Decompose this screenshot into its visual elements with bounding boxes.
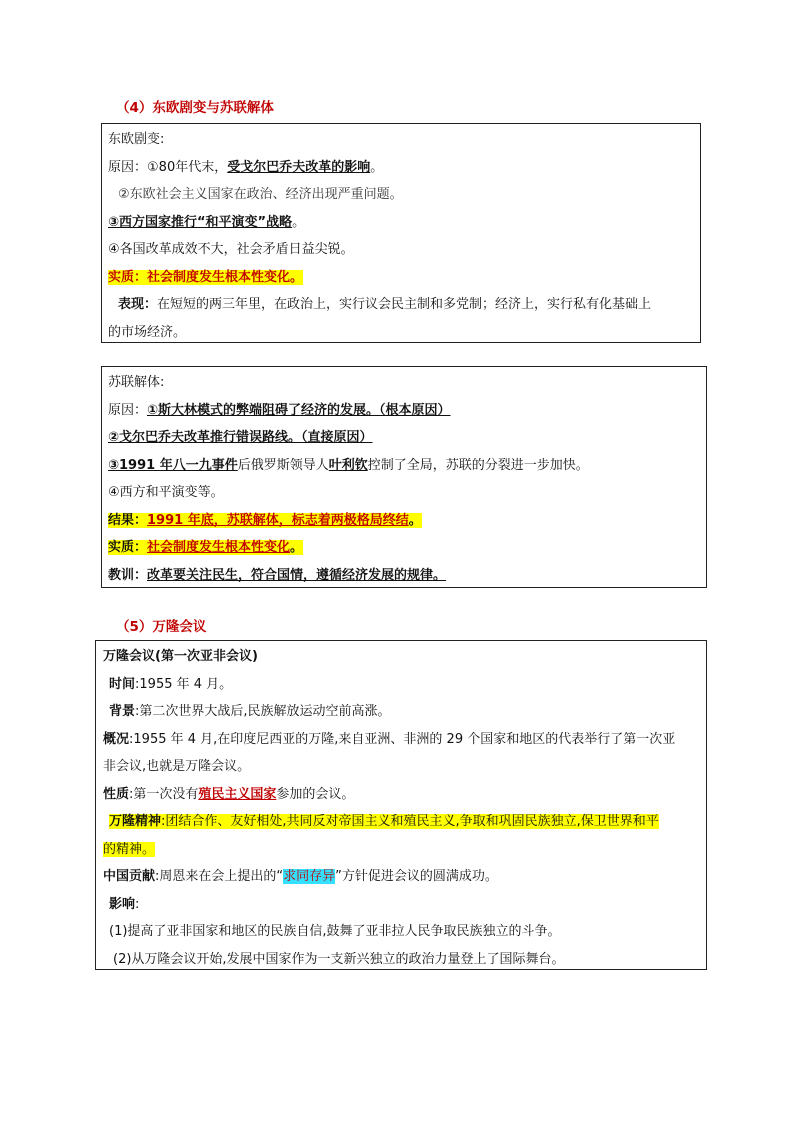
soviet-lesson-label: 教训：	[108, 567, 148, 583]
bandung-contribution	[103, 863, 700, 891]
soviet-essence-label: 实质：	[108, 540, 148, 555]
bandung-spirit-2	[103, 836, 700, 864]
soviet-result-end: 。	[408, 512, 422, 528]
soviet-essence	[108, 534, 700, 562]
soviet-cause-3-name: 叶利钦	[328, 457, 368, 473]
spirit-text-2: 的精神。	[103, 841, 156, 857]
bandung-box	[95, 640, 707, 970]
east-europe-box	[101, 123, 701, 343]
bandung-overview-1	[103, 726, 700, 754]
soviet-result-label: 结果：	[108, 512, 148, 528]
soviet-cause-1-text: ①斯大林模式的弊端阻碍了经济的发展。（根本原因）	[147, 402, 451, 418]
contrib-label: 中国贡献	[103, 869, 156, 884]
soviet-box	[101, 366, 707, 588]
nature-end: 参加的会议。	[276, 786, 355, 802]
soviet-result	[108, 507, 700, 535]
bandung-impact-2: (2)从万隆会议开始,发展中国家作为一支新兴独立的政治力量登上了国际舞台。	[113, 951, 565, 967]
nature-pre: :第一次没有	[129, 786, 199, 802]
soviet-title: 苏联解体:	[108, 375, 165, 390]
soviet-cause-3	[108, 452, 700, 480]
soviet-cause-label: 原因：	[108, 402, 148, 418]
impact-colon: :	[135, 896, 140, 912]
soviet-cause-4: ④西方和平演变等。	[108, 485, 224, 500]
bg-text: :第二次世界大战后,民族解放运动空前高涨。	[135, 704, 391, 719]
contrib-end: ”方针促进会议的圆满成功。	[335, 869, 498, 884]
east-cause-1-end: 。	[370, 159, 384, 175]
east-cause-3	[108, 209, 694, 237]
section-4-heading: （4）东欧剧变与苏联解体	[116, 100, 274, 116]
time-text: :1955 年 4 月。	[135, 676, 233, 692]
contrib-pre: :周恩来在会上提出的“	[155, 869, 284, 884]
bandung-overview-2: 非会议,也就是万隆会议。	[103, 759, 251, 774]
soviet-essence-text: 社会制度发生根本性变化	[147, 540, 291, 555]
soviet-cause-3-end: 控制了全局，苏联的分裂进一步加快。	[367, 457, 589, 473]
contrib-highlight: 求同存异	[283, 869, 336, 884]
impact-label: 影响	[109, 896, 136, 912]
bandung-background	[103, 698, 700, 726]
spirit-label: 万隆精神	[109, 814, 162, 829]
spirit-text-1: :团结合作、友好相处,共同反对帝国主义和殖民主义,争取和巩固民族独立,保卫世界和平	[161, 814, 659, 829]
soviet-lesson	[108, 562, 700, 590]
bandung-nature	[103, 781, 700, 809]
east-essence: 实质：社会制度发生根本性变化。	[108, 269, 304, 285]
east-cause-3-bold: ③西方国家推行“和平演变”战略	[108, 214, 293, 230]
soviet-lesson-text: 改革要关注民生，符合国情，遵循经济发展的规律。	[147, 567, 447, 583]
east-essence-line	[108, 264, 694, 292]
soviet-cause-2	[108, 424, 700, 452]
east-cause-1	[108, 154, 694, 182]
bandung-impact	[103, 891, 700, 919]
soviet-cause-1	[108, 397, 700, 425]
bandung-impact-1: (1)提高了亚非国家和地区的民族自信,鼓舞了亚非拉人民争取民族独立的斗争。	[109, 924, 561, 939]
east-cause-1-bold: 受戈尔巴乔夫改革的影响	[227, 159, 371, 175]
nature-red: 殖民主义国家	[198, 786, 277, 802]
nature-label: 性质	[103, 786, 130, 802]
east-manifest-2: 的市场经济。	[108, 324, 187, 340]
east-cause-2: ②东欧社会主义国家在政治、经济出现严重问题。	[118, 187, 403, 202]
east-cause-1-pre: ①80年代末，	[147, 159, 228, 175]
section-5-heading: （5）万隆会议	[116, 619, 207, 635]
soviet-cause-3-mid: 后俄罗斯领导人	[237, 457, 329, 473]
bg-label: 背景	[109, 704, 136, 719]
bandung-title: 万隆会议(第一次亚非会议)	[103, 649, 258, 664]
soviet-essence-end: 。	[290, 540, 304, 555]
bandung-time	[103, 671, 700, 699]
bandung-spirit-1	[103, 808, 700, 836]
soviet-cause-2-text: ②戈尔巴乔夫改革推行错误路线。（直接原因）	[108, 430, 373, 445]
east-cause-label: 原因：	[108, 159, 148, 175]
east-cause-4: ④各国改革成效不大，社会矛盾日益尖锐。	[108, 242, 354, 257]
soviet-cause-3-date: ③1991 年八一九事件	[108, 457, 238, 473]
overview-text-1: :1955 年 4 月,在印度尼西亚的万隆,来自亚洲、非洲的 29 个国家和地区的代表举行了第一次亚	[129, 731, 676, 747]
overview-label: 概况	[103, 731, 130, 747]
soviet-result-text: 1991 年底，苏联解体，标志着两极格局终结	[147, 512, 409, 528]
east-manifest-text-1: 在短短的两三年里，在政治上，实行议会民主制和多党制；经济上，实行私有化基础上	[157, 297, 652, 312]
east-title: 东欧剧变:	[108, 132, 165, 147]
time-label: 时间	[109, 676, 136, 692]
east-manifest-1	[108, 291, 694, 319]
east-cause-3-end: 。	[292, 214, 306, 230]
east-manifest-label: 表现：	[118, 297, 158, 312]
